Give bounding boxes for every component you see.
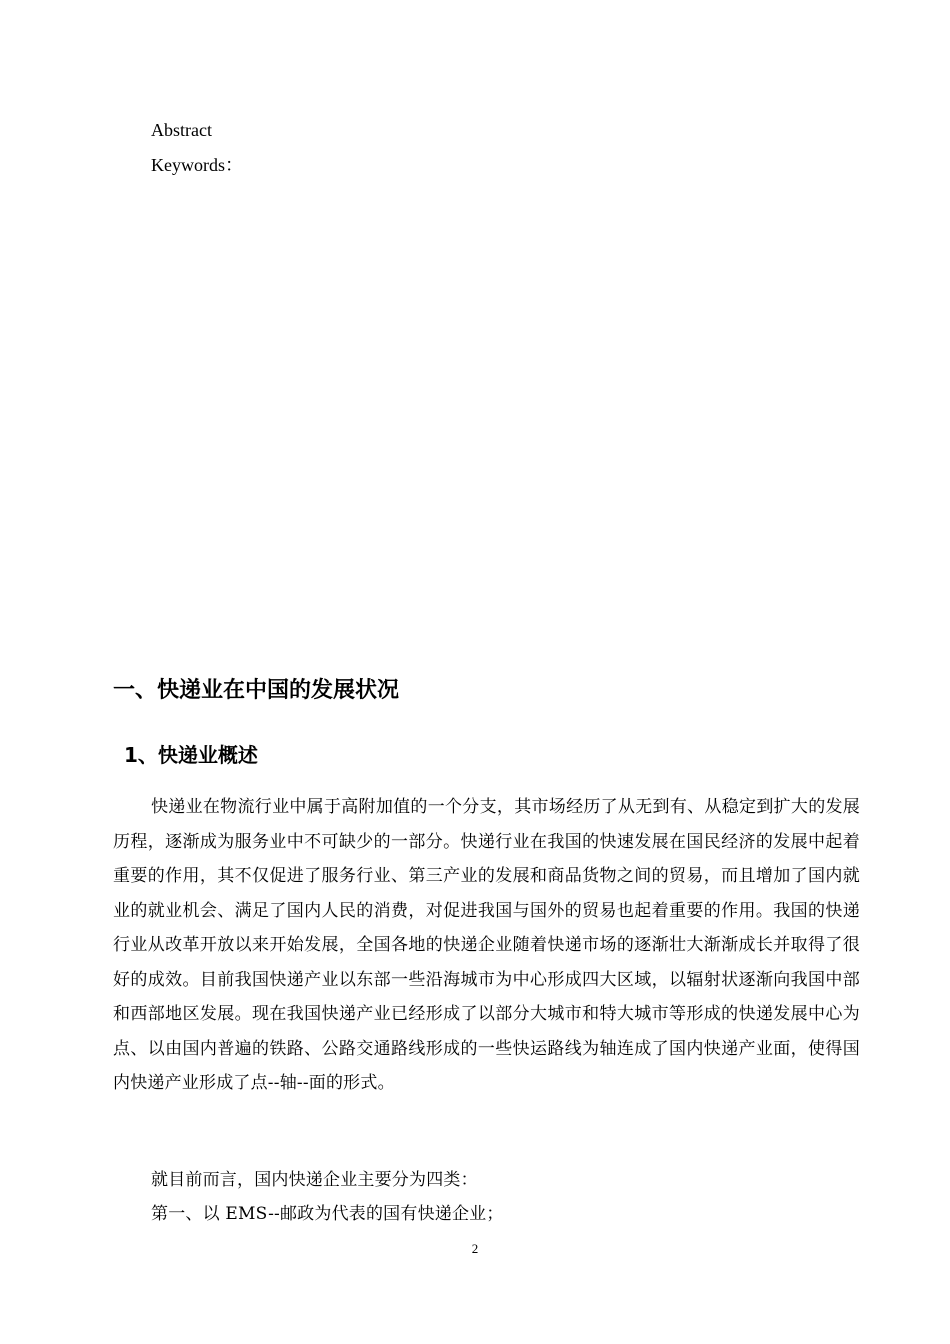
keywords-label: Keywords： — [151, 155, 243, 175]
paragraph-overview: 快递业在物流行业中属于高附加值的一个分支，其市场经历了从无到有、从稳定到扩大的发展历程，逐渐成为服务业中不可缺少的一部分。快递行业在我国的快速发展在国民经济的发展中起着重要的作用，其不仅促进了服务行业、第三产业的发展和商品货物之间的贸易，而且增加了国内就业的就业机会、满足了国内人民的消费，对促进我国与国外的贸易也起着重要的作用。我国的快递行业从改革开放以来开始发展，全国各地的快递企业随着快递市场的逐渐壮大渐渐成长并取得了很好的成效。目前我国快递产业以东部一些沿海城市为中心形成四大区域，以辐射状逐渐向我国中部和西部地区发展。现在我国快递产业已经形成了以部分大城市和特大城市等形成的快递发展中心为点、以由国内普遍的铁路、公路交通路线形成的一些快运路线为轴连成了国内快递产业面，使得国内快递产业形成了点--轴--面的形式。 — [113, 797, 860, 1093]
paragraph-category-one: 第一、以 EMS--邮政为代表的国有快递企业； — [151, 1204, 504, 1224]
paragraph-categories-intro: 就目前而言，国内快递企业主要分为四类： — [151, 1170, 478, 1190]
section-heading: 一、快递业在中国的发展状况 — [113, 678, 400, 703]
abstract-label: Abstract — [151, 120, 212, 140]
page-number: 2 — [471, 1241, 479, 1256]
subsection-heading: 1、快递业概述 — [124, 743, 258, 767]
